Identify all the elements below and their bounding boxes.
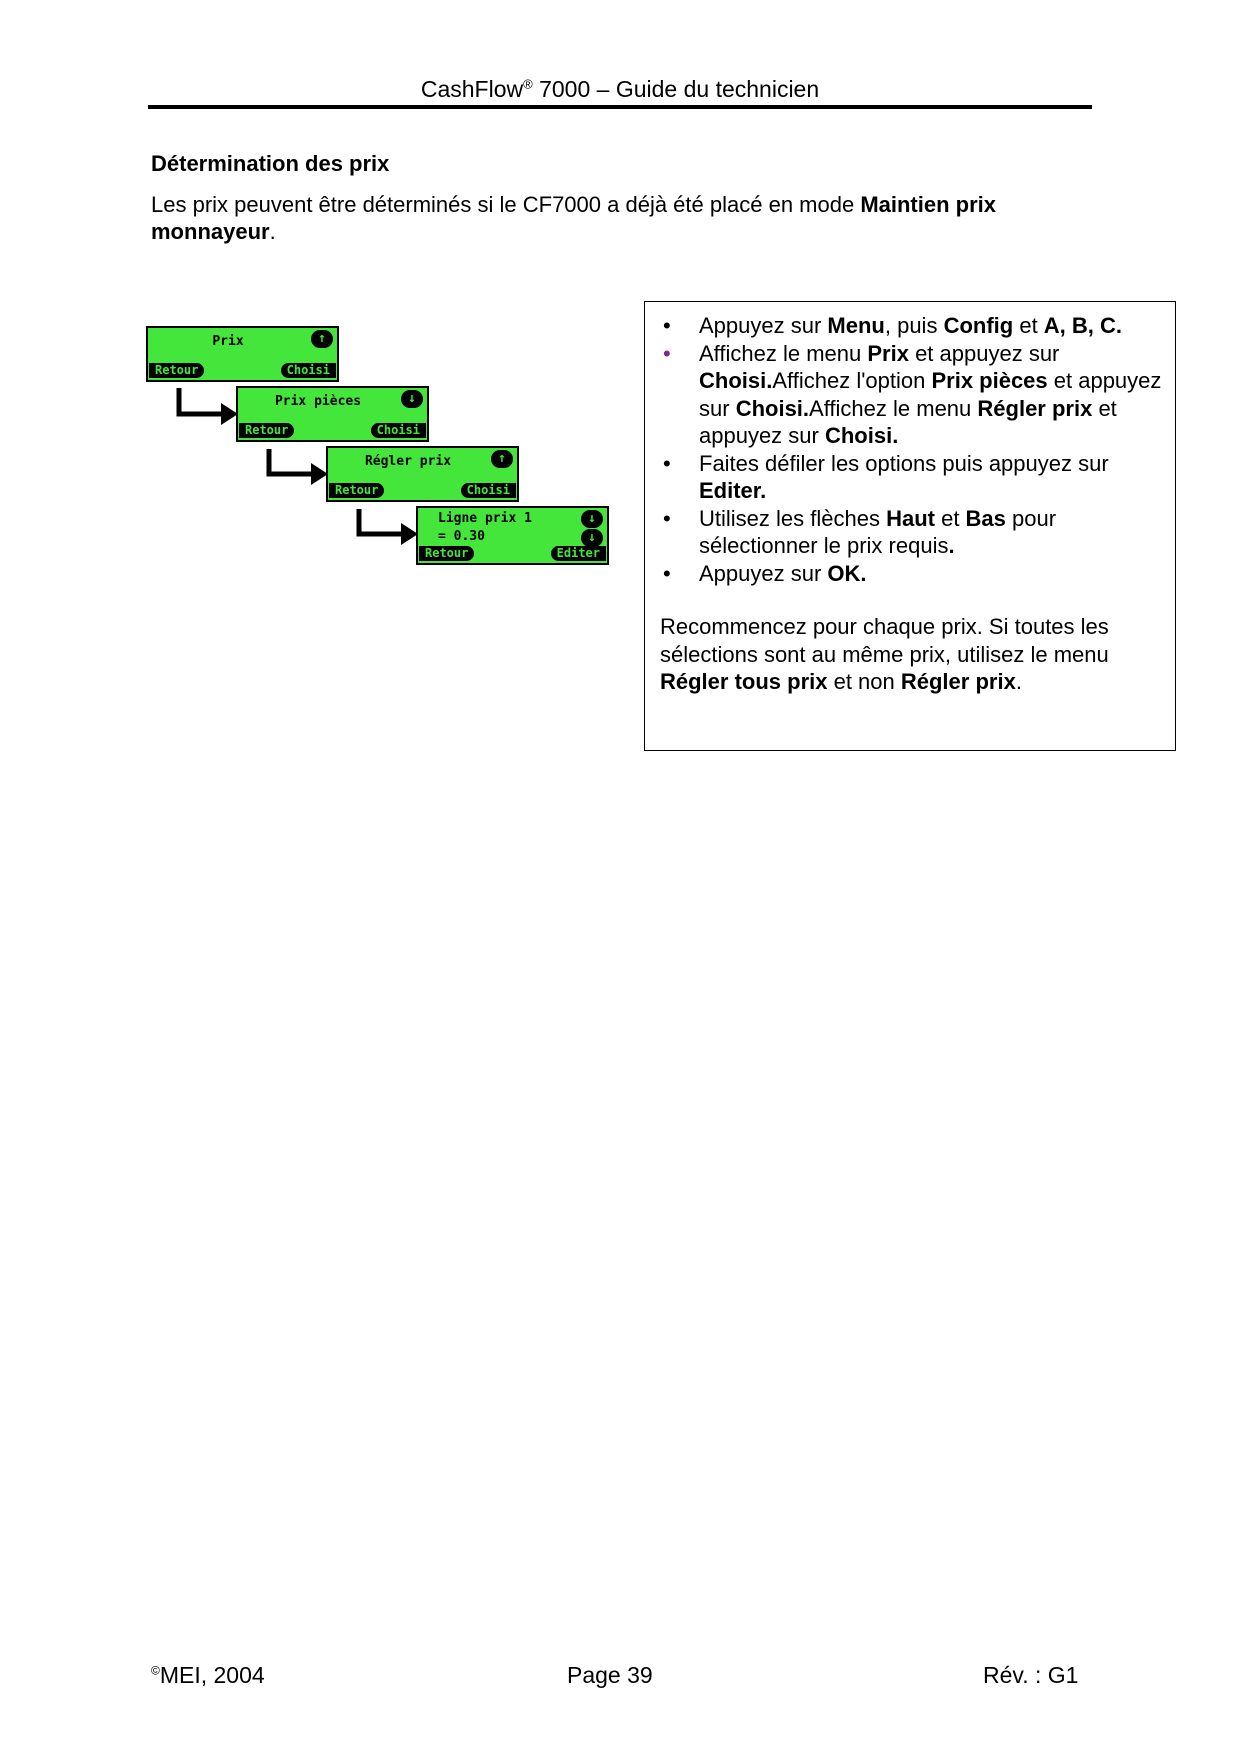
bullet-icon: • xyxy=(663,505,671,531)
softkey-choisi: Choisi xyxy=(461,483,516,498)
softkey-retour: Retour xyxy=(239,423,294,438)
footer-revision: Rév. : G1 xyxy=(983,1662,1079,1688)
intro-bold: Maintien prix monnayeur xyxy=(151,192,996,244)
lcd-screen-ligne-prix xyxy=(416,506,609,565)
lcd-screen-prix-pieces xyxy=(236,386,429,442)
lcd-screen-regler-prix xyxy=(326,446,519,502)
header-product: CashFlow xyxy=(420,76,524,102)
lcd-screen-prix xyxy=(146,326,339,382)
lcd-title: Régler prix xyxy=(364,454,452,469)
bullet-icon: • xyxy=(663,340,671,366)
list-item: • Affichez le menu Prix et appuyez sur Choisi.Affichez l'option Prix pièces et appuyez sur Choisi.Affichez le menu Régler prix et appuyez sur Choisi. xyxy=(663,340,1162,448)
list-item: • Appuyez sur OK. xyxy=(663,560,867,586)
arrow-down-icon: ↓ xyxy=(581,529,603,547)
lcd-title: Ligne prix 1 xyxy=(438,511,532,526)
arrow-down-icon: ↓ xyxy=(581,510,603,528)
softkey-retour: Retour xyxy=(149,363,204,378)
lcd-price-value: = 0.30 xyxy=(438,529,485,544)
intro-text: Les prix peuvent être déterminés si le CF7000 a déjà été placé en mode xyxy=(151,192,861,217)
lcd-title: Prix pièces xyxy=(274,394,362,409)
header-title-suffix: 7000 – Guide du technicien xyxy=(532,76,820,102)
list-item: • Utilisez les flèches Haut et Bas pour sélectionner le prix requis. xyxy=(663,505,1057,558)
registered-mark: ® xyxy=(523,76,533,92)
arrow-down-icon: ↓ xyxy=(401,390,423,408)
instruction-list xyxy=(661,312,1166,587)
arrow-up-icon: ↑ xyxy=(311,330,333,348)
bullet-icon: • xyxy=(663,313,671,338)
softkey-retour: Retour xyxy=(419,546,474,561)
softkey-editer: Editer xyxy=(551,546,606,561)
bullet-icon: • xyxy=(663,560,671,586)
footer-copyright xyxy=(151,1662,265,1689)
instruction-note: Recommencez pour chaque prix. Si toutes les sélections sont au même prix, utilisez le menu Régler tous prix et non Régler prix. xyxy=(660,614,1109,694)
lcd-title: Prix xyxy=(212,334,244,349)
softkey-choisi: Choisi xyxy=(281,363,336,378)
softkey-choisi: Choisi xyxy=(371,423,426,438)
list-item: • Appuyez sur Menu, puis Config et A, B, C. xyxy=(663,313,1123,338)
intro-end: . xyxy=(269,219,276,244)
footer-page-number: Page 39 xyxy=(567,1662,653,1688)
softkey-retour: Retour xyxy=(329,483,384,498)
footer-company: MEI, 2004 xyxy=(159,1662,265,1688)
bullet-icon: • xyxy=(663,450,671,476)
list-item: • Faites défiler les options puis appuyez sur Editer. xyxy=(663,450,1109,503)
arrow-up-icon: ↑ xyxy=(491,450,513,468)
section-title: Détermination des prix xyxy=(151,151,390,176)
copyright-mark: © xyxy=(151,1663,160,1678)
